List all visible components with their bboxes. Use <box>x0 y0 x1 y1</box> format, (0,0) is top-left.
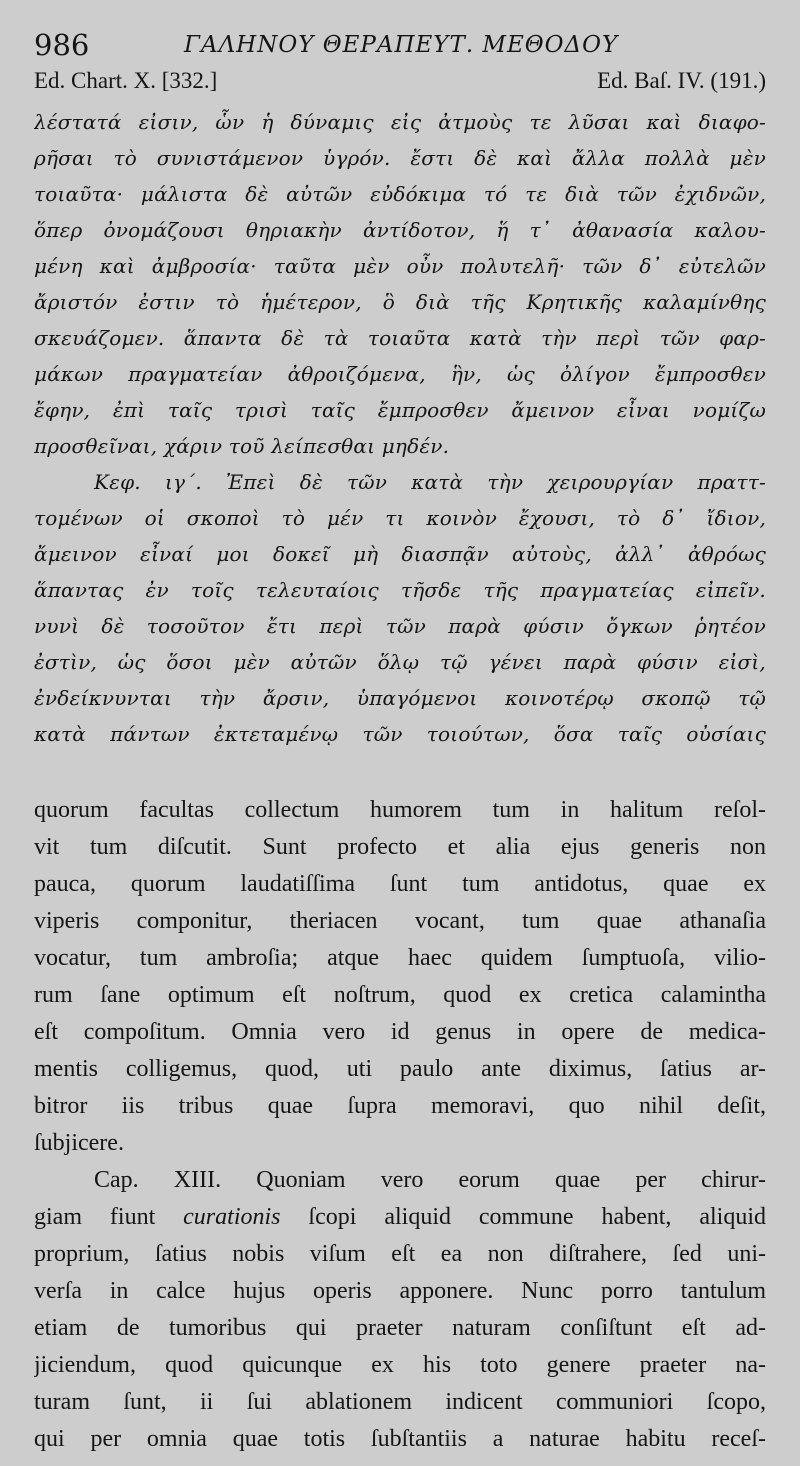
greek-line: ὅπερ ὀνομάζουσι θηριακὴν ἀντίδοτον, ἥ τ᾽ ἀθανασία καλου- <box>34 218 766 242</box>
latin-line: pauca, quorum laudatiſſima ſunt tum antidotus, quae ex <box>34 871 766 897</box>
latin-phrase: giam fiunt <box>34 1204 156 1230</box>
greek-line: ἅπαντας ἐν τοῖς τελευταίοις τῆσδε τῆς πραγματείας εἰπεῖν. <box>34 578 766 602</box>
greek-line: κατὰ πάντων ἐκτεταμένῳ τῶν τοιούτων, ὅσα ταῖς οὐσίαις <box>34 722 766 746</box>
latin-line: proprium, ſatius nobis viſum eſt ea non diſtrahere, ſed uni- <box>34 1241 766 1267</box>
latin-line: qui per omnia quae totis ſubſtantiis a naturae habitu receſ- <box>34 1426 766 1452</box>
greek-line: ἄμεινον εἶναί μοι δοκεῖ μὴ διασπᾷν αὐτοὺς, ἀλλ᾽ ἀθρόως <box>34 542 766 566</box>
running-head <box>34 28 766 68</box>
greek-line: τοιαῦτα· μάλιστα δὲ αὐτῶν εὐδόκιμα τό τε διὰ τῶν ἐχιδνῶν, <box>34 182 766 206</box>
latin-line: turam ſunt, ii ſui ablationem indicent communiori ſcopo, <box>34 1389 766 1415</box>
edition-references <box>34 68 766 100</box>
edition-basel: Ed. Baſ. IV. (191.) <box>597 68 766 93</box>
greek-line: σκευάζομεν. ἅπαντα δὲ τὰ τοιαῦτα κατὰ τὴν περὶ τῶν φαρ- <box>34 326 766 350</box>
latin-line-with-italic <box>34 1199 766 1236</box>
greek-line: ἔφην, ἐπὶ ταῖς τρισὶ ταῖς ἔμπροσθεν ἄμεινον εἶναι νομίζω <box>34 398 766 422</box>
latin-line: quorum facultas collectum humorem tum in halitum reſol- <box>34 797 766 823</box>
running-title: ΓΑΛΗΝΟΥ ΘΕΡΑΠΕΥΤ. ΜΕΘΟΔΟΥ <box>184 32 619 58</box>
greek-line: προσθεῖναι, χάριν τοῦ λείπεσθαι μηδέν. <box>34 434 450 458</box>
latin-line: ſubjicere. <box>34 1130 124 1156</box>
greek-chapter-heading-line: Κεφ. ιγ΄. Ἐπεὶ δὲ τῶν κατὰ τὴν χειρουργίαν πραττ- <box>94 470 766 494</box>
edition-chartier: Ed. Chart. X. [332.] <box>34 68 218 93</box>
latin-phrase: ſcopi aliquid commune habent, aliquid <box>308 1204 766 1230</box>
latin-line: vocatur, tum ambroſia; atque haec quidem ſumptuoſa, vilio- <box>34 945 766 971</box>
latin-line: eſt compoſitum. Omnia vero id genus in opere de medica- <box>34 1019 766 1045</box>
greek-line: ἐνδείκνυνται τὴν ἄρσιν, ὑπαγόμενοι κοινοτέρῳ σκοπῷ τῷ <box>34 686 766 710</box>
greek-line: ἄριστόν ἐστιν τὸ ἡμέτερον, ὃ διὰ τῆς Κρητικῆς καλαμίνθης <box>34 290 766 314</box>
greek-line: μένη καὶ ἀμβροσία· ταῦτα μὲν οὖν πολυτελῆ· τῶν δ᾽ εὐτελῶν <box>34 254 766 278</box>
greek-text <box>34 104 766 752</box>
greek-line: μάκων πραγματείαν ἀθροιζόμενα, ἣν, ὡς ὀλίγον ἔμπροσθεν <box>34 362 766 386</box>
italic-word: curationis <box>183 1204 281 1230</box>
greek-line: ρῆσαι τὸ συνιστάμενον ὑγρόν. ἔστι δὲ καὶ ἄλλα πολλὰ μὲν <box>34 146 766 170</box>
latin-line: bitror iis tribus quae ſupra memoravi, quo nihil deſit, <box>34 1093 766 1119</box>
greek-line: ἐστὶν, ὡς ὅσοι μὲν αὐτῶν ὅλῳ τῷ γένει παρὰ φύσιν εἰσὶ, <box>34 650 766 674</box>
latin-line: mentis colligemus, quod, uti paulo ante diximus, ſatius ar- <box>34 1056 766 1082</box>
latin-chapter-heading-line: Cap. XIII. Quoniam vero eorum quae per chirur- <box>94 1167 766 1193</box>
latin-line: jiciendum, quod quicunque ex his toto genere praeter na- <box>34 1352 766 1378</box>
latin-line: etiam de tumoribus qui praeter naturam conſiſtunt eſt ad- <box>34 1315 766 1341</box>
greek-line: λέστατά εἰσιν, ὧν ἡ δύναμις εἰς ἀτμοὺς τε λῦσαι καὶ διαφο- <box>34 110 766 134</box>
greek-line: τομένων οἱ σκοποὶ τὸ μέν τι κοινὸν ἔχουσι, τὸ δ᾽ ἴδιον, <box>34 506 766 530</box>
latin-line: viperis componitur, theriacen vocant, tum quae athanaſia <box>34 908 766 934</box>
latin-line: vit tum diſcutit. Sunt profecto et alia ejus generis non <box>34 834 766 860</box>
page-number: 986 <box>34 28 90 62</box>
latin-line: verſa in calce hujus operis apponere. Nunc porro tantulum <box>34 1278 766 1304</box>
greek-line: νυνὶ δὲ τοσοῦτον ἔτι περὶ τῶν παρὰ φύσιν ὄγκων ῥητέον <box>34 614 766 638</box>
latin-text <box>34 792 766 1458</box>
latin-line: rum ſane optimum eſt noſtrum, quod ex cretica calamintha <box>34 982 766 1008</box>
